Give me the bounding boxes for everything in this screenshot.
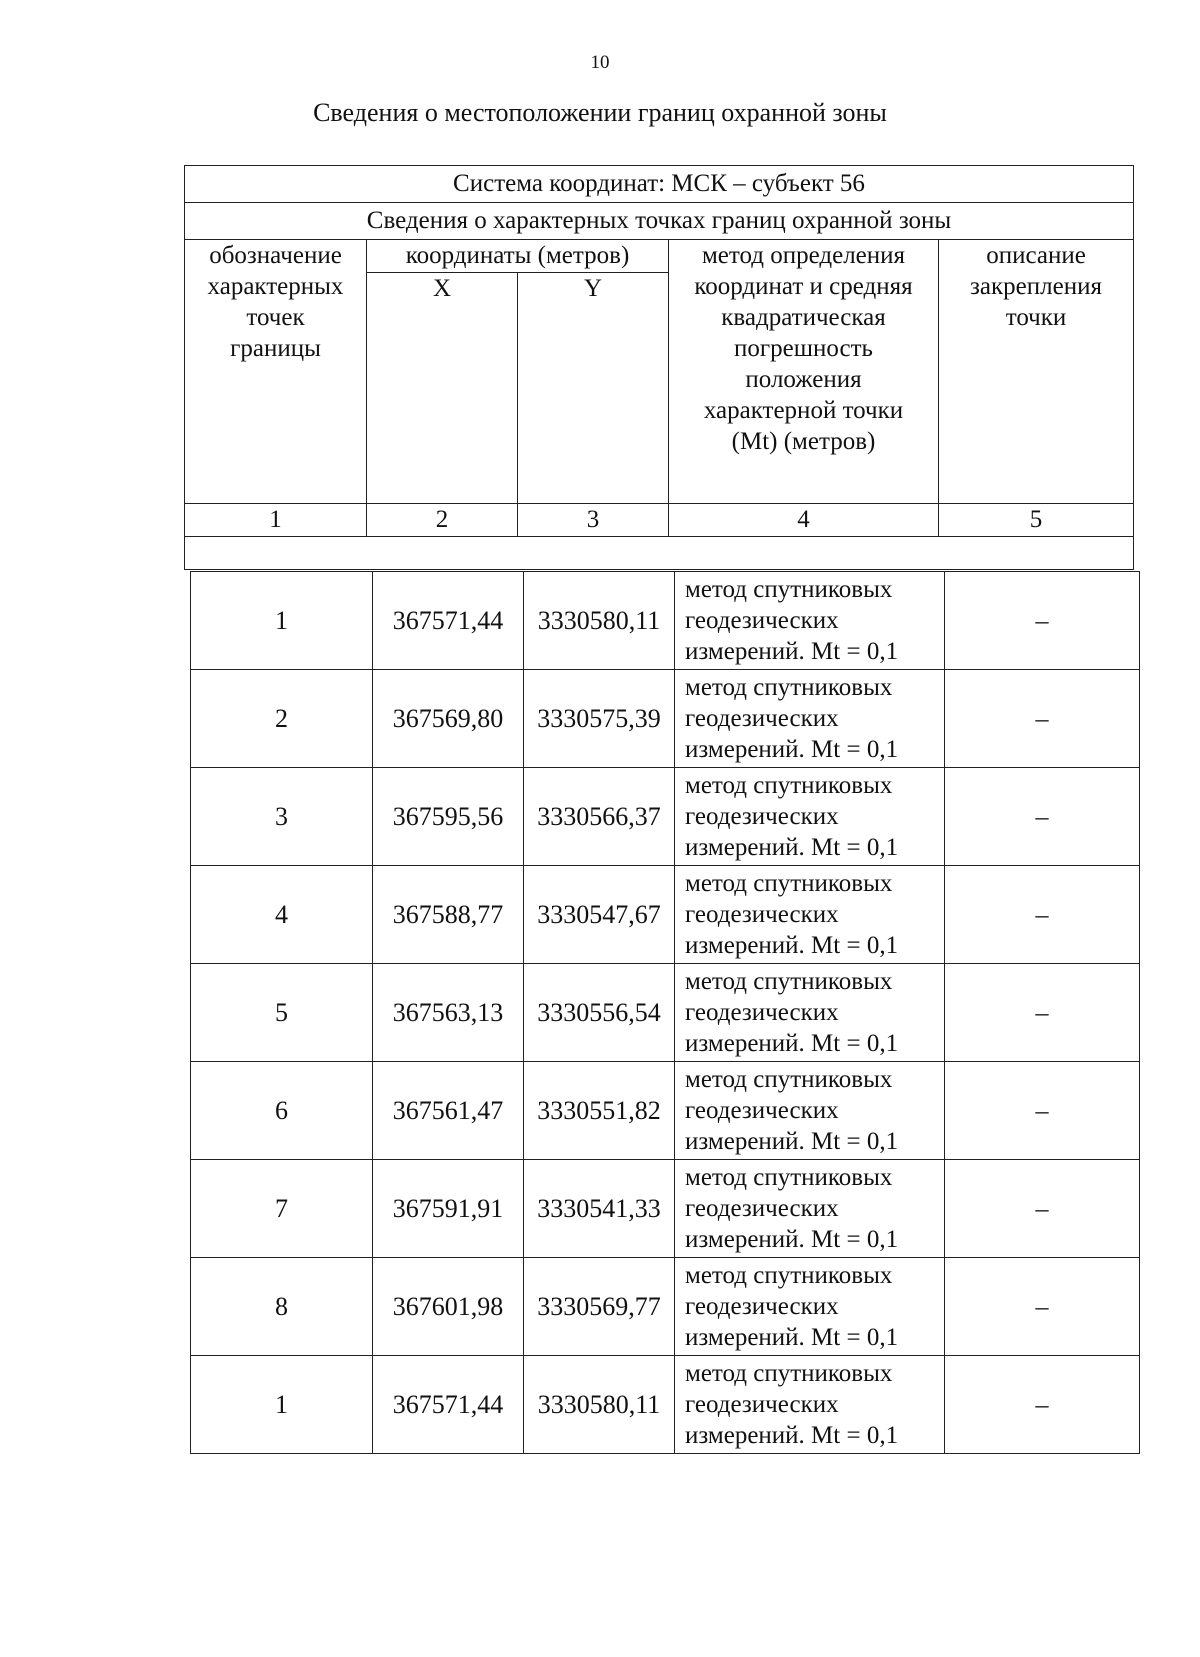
coordinate-y: 3330569,77: [524, 1258, 675, 1356]
header-description: [939, 240, 1134, 504]
method-cell: [675, 1258, 945, 1356]
header-point-designation: [185, 240, 367, 504]
coordinate-x: 367601,98: [373, 1258, 524, 1356]
header-line: (Mt) (метров): [731, 428, 876, 455]
coordinate-system-label: Система координат: МСК – субъект 56: [185, 166, 1134, 203]
header-line: описание: [986, 242, 1086, 269]
coordinate-y: 3330575,39: [524, 670, 675, 768]
method-line: геодезических: [685, 1391, 839, 1418]
page-number: 10: [590, 52, 610, 73]
header-line: закрепления: [970, 273, 1102, 300]
point-number: 8: [191, 1258, 373, 1356]
coordinates-table-header: [184, 165, 1134, 570]
point-number: 7: [191, 1160, 373, 1258]
method-line: метод спутниковых: [685, 1262, 893, 1289]
table-subtitle: Сведения о характерных точках границ охранной зоны: [185, 203, 1134, 240]
point-description: –: [945, 670, 1140, 768]
header-line: погрешность: [734, 335, 873, 362]
header-line: характерной точки: [703, 397, 904, 424]
method-line: геодезических: [685, 705, 839, 732]
point-description: –: [945, 1160, 1140, 1258]
method-line: измерений. Mt = 0,1: [685, 834, 899, 861]
method-line: метод спутниковых: [685, 1360, 893, 1387]
header-line: характерных: [207, 273, 344, 300]
page-title: Сведения о местоположении границ охранной зоны: [313, 98, 887, 127]
method-line: геодезических: [685, 607, 839, 634]
header-line: точек: [246, 304, 305, 331]
method-line: измерений. Mt = 0,1: [685, 1324, 899, 1351]
empty-separator-row: [185, 537, 1134, 570]
point-number: 1: [191, 572, 373, 670]
table-row: [191, 1062, 1140, 1160]
coordinate-x: 367571,44: [373, 572, 524, 670]
point-description: –: [945, 1356, 1140, 1454]
header-line: точки: [1005, 304, 1067, 331]
method-line: измерений. Mt = 0,1: [685, 638, 899, 665]
header-y: Y: [518, 273, 669, 504]
method-line: метод спутниковых: [685, 870, 893, 897]
point-description: –: [945, 1258, 1140, 1356]
point-number: 4: [191, 866, 373, 964]
coordinate-x: 367571,44: [373, 1356, 524, 1454]
method-cell: [675, 866, 945, 964]
table-rows: [191, 572, 1140, 1454]
method-line: измерений. Mt = 0,1: [685, 1128, 899, 1155]
method-line: метод спутниковых: [685, 576, 893, 603]
coordinates-table-body: [190, 571, 1140, 1454]
method-line: измерений. Mt = 0,1: [685, 1030, 899, 1057]
header-x: X: [367, 273, 518, 504]
point-description: –: [945, 768, 1140, 866]
column-number: 1: [185, 504, 367, 537]
table-row: [191, 1160, 1140, 1258]
method-line: измерений. Mt = 0,1: [685, 736, 899, 763]
method-line: метод спутниковых: [685, 1066, 893, 1093]
header-method: [669, 240, 939, 504]
point-number: 2: [191, 670, 373, 768]
point-description: –: [945, 1062, 1140, 1160]
method-cell: [675, 670, 945, 768]
point-number: 5: [191, 964, 373, 1062]
coordinate-x: 367591,91: [373, 1160, 524, 1258]
method-cell: [675, 964, 945, 1062]
table-row: [191, 670, 1140, 768]
method-line: метод спутниковых: [685, 968, 893, 995]
method-line: геодезических: [685, 1097, 839, 1124]
point-number: 3: [191, 768, 373, 866]
method-line: геодезических: [685, 1293, 839, 1320]
coordinate-y: 3330566,37: [524, 768, 675, 866]
header-line: границы: [230, 335, 321, 362]
table-row: [191, 1356, 1140, 1454]
column-number: 4: [669, 504, 939, 537]
coordinate-x: 367595,56: [373, 768, 524, 866]
method-line: геодезических: [685, 901, 839, 928]
coordinate-y: 3330541,33: [524, 1160, 675, 1258]
point-description: –: [945, 866, 1140, 964]
coordinate-x: 367588,77: [373, 866, 524, 964]
table-row: [191, 866, 1140, 964]
method-line: геодезических: [685, 803, 839, 830]
coordinate-y: 3330580,11: [524, 572, 675, 670]
method-line: метод спутниковых: [685, 772, 893, 799]
method-cell: [675, 572, 945, 670]
table-row: [191, 572, 1140, 670]
method-cell: [675, 1356, 945, 1454]
method-line: геодезических: [685, 999, 839, 1026]
coordinate-x: 367561,47: [373, 1062, 524, 1160]
header-line: метод определения: [701, 242, 906, 269]
table-row: [191, 768, 1140, 866]
point-number: 1: [191, 1356, 373, 1454]
coordinate-y: 3330547,67: [524, 866, 675, 964]
coordinate-x: 367563,13: [373, 964, 524, 1062]
column-number: 3: [518, 504, 669, 537]
table-row: [191, 964, 1140, 1062]
point-number: 6: [191, 1062, 373, 1160]
header-line: положения: [745, 366, 862, 393]
point-description: –: [945, 572, 1140, 670]
coordinate-y: 3330556,54: [524, 964, 675, 1062]
method-line: метод спутниковых: [685, 1164, 893, 1191]
header-line: квадратическая: [721, 304, 886, 331]
method-line: измерений. Mt = 0,1: [685, 1422, 899, 1449]
method-line: метод спутниковых: [685, 674, 893, 701]
table-row: [191, 1258, 1140, 1356]
column-number: 5: [939, 504, 1134, 537]
column-number: 2: [367, 504, 518, 537]
method-cell: [675, 768, 945, 866]
method-line: геодезических: [685, 1195, 839, 1222]
point-description: –: [945, 964, 1140, 1062]
method-cell: [675, 1160, 945, 1258]
coordinate-y: 3330580,11: [524, 1356, 675, 1454]
header-coordinates: координаты (метров): [367, 240, 669, 273]
method-cell: [675, 1062, 945, 1160]
method-line: измерений. Mt = 0,1: [685, 932, 899, 959]
method-line: измерений. Mt = 0,1: [685, 1226, 899, 1253]
header-line: координат и средняя: [694, 273, 913, 300]
coordinate-y: 3330551,82: [524, 1062, 675, 1160]
coordinate-x: 367569,80: [373, 670, 524, 768]
header-line: обозначение: [209, 242, 342, 269]
